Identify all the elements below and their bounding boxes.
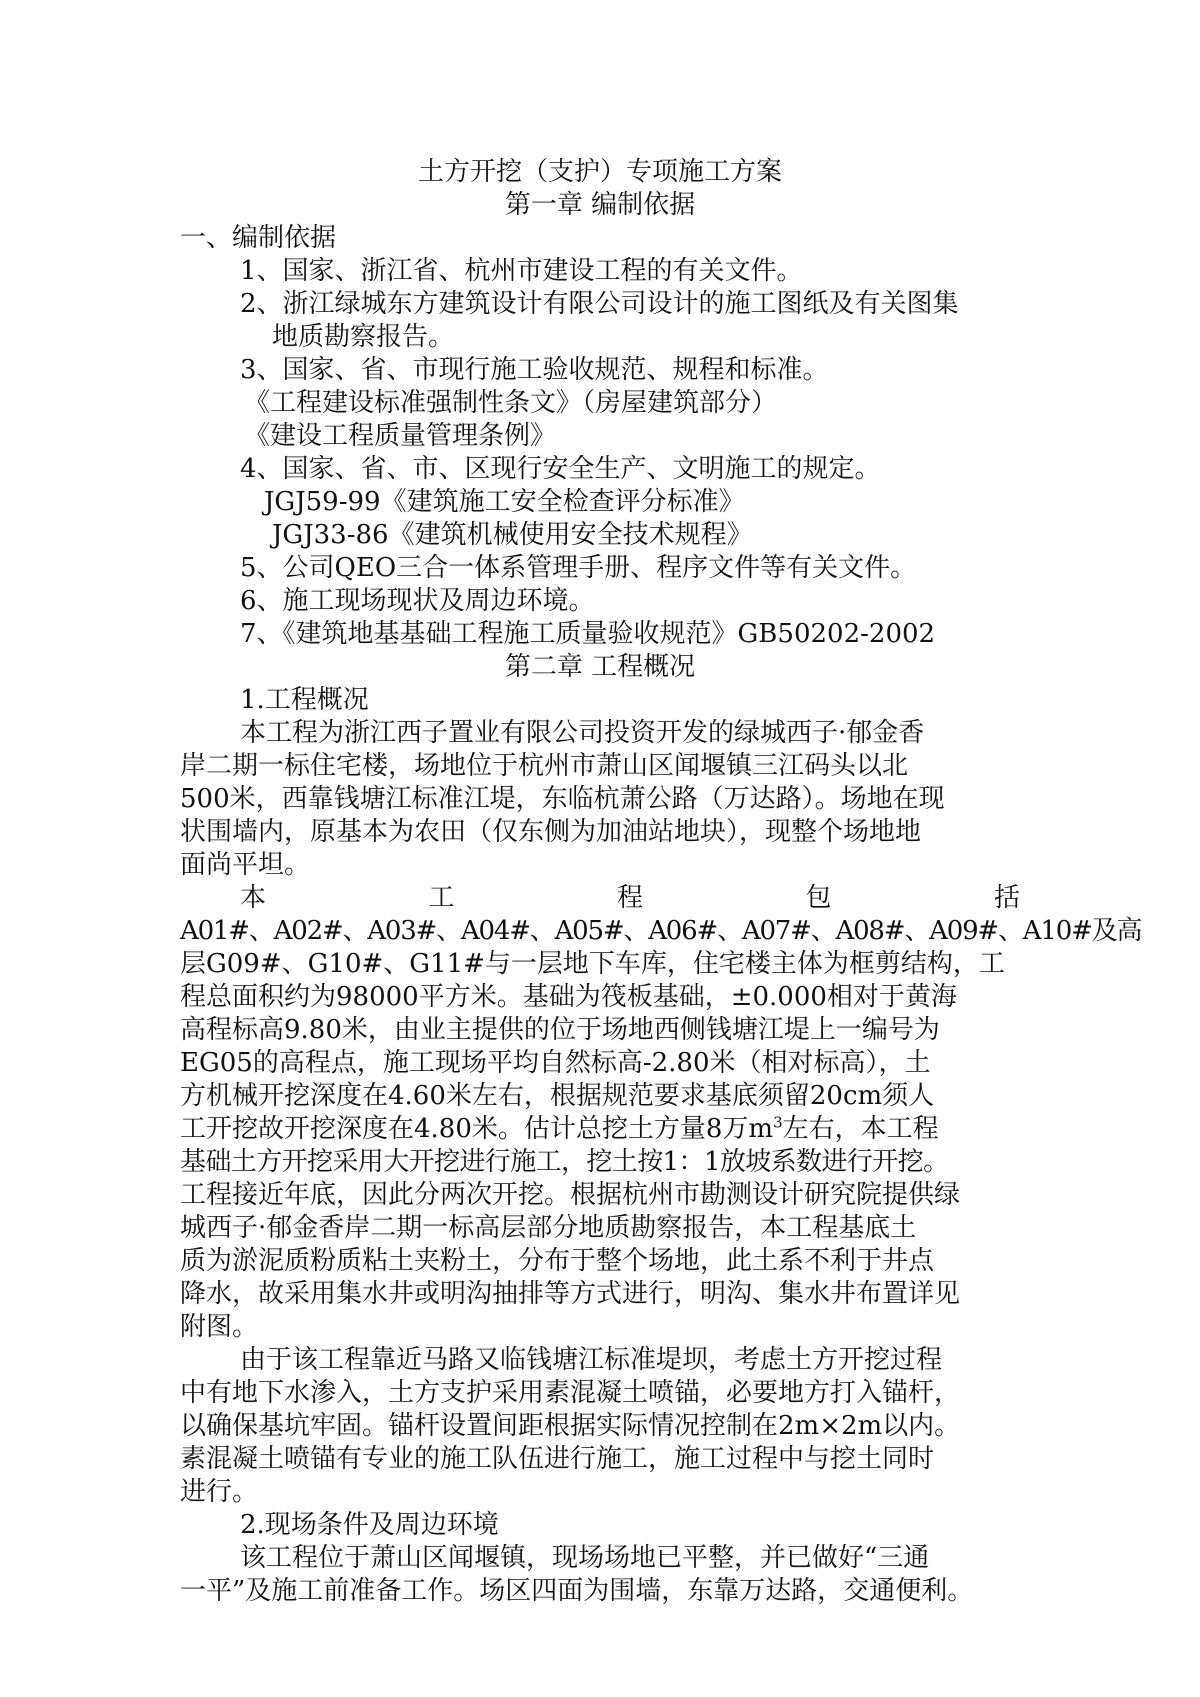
paragraph-line: 城西子·郁金香岸二期一标高层部分地质勘察报告，本工程基底土 xyxy=(180,1213,917,1243)
paragraph-line: 层G09#、G10#、G11#与一层地下车库，住宅楼主体为框剪结构，工 xyxy=(180,949,1005,979)
text-run: 左右，本工程 xyxy=(782,1114,939,1144)
basis-standard-3: JGJ59-99《建筑施工安全检查评分标准》 xyxy=(264,487,745,517)
basis-standard-2: 《建设工程质量管理条例》 xyxy=(244,421,557,451)
basis-item-7: 7、《建筑地基基础工程施工质量验收规范》GB50202-2002 xyxy=(240,619,936,649)
basis-item-5: 5、公司QEO三合一体系管理手册、程序文件等有关文件。 xyxy=(240,553,917,583)
basis-standard-1: 《工程建设标准强制性条文》（房屋建筑部分） xyxy=(244,388,778,418)
paragraph-line: 该工程位于萧山区闻堰镇，现场场地已平整，并已做好“三通 xyxy=(240,1543,930,1573)
paragraph-line: 500米，西靠钱塘江标准江堤，东临杭萧公路（万达路）。场地在现 xyxy=(180,784,945,814)
paragraph-line: 由于该工程靠近马路又临钱塘江标准堤坝，考虑土方开挖过程 xyxy=(240,1345,943,1375)
paragraph-line: 程总面积约为98000平方米。基础为筏板基础，±0.000相对于黄海 xyxy=(180,982,957,1012)
paragraph-line: 进行。 xyxy=(180,1477,259,1507)
paragraph-line: 中有地下水渗入，土方支护采用素混凝土喷锚，必要地方打入锚杆， xyxy=(180,1378,961,1408)
basis-item-2-continued: 地质勘察报告。 xyxy=(272,322,455,352)
paragraph-line: 降水，故采用集水井或明沟抽排等方式进行，明沟、集水井布置详见 xyxy=(180,1279,961,1309)
basis-item-4: 4、国家、省、市、区现行安全生产、文明施工的规定。 xyxy=(240,454,881,484)
paragraph-line: 岸二期一标住宅楼，场地位于杭州市萧山区闻堰镇三江码头以北 xyxy=(180,751,909,781)
paragraph-line: EG05的高程点，施工现场平均自然标高-2.80米（相对标高），土 xyxy=(180,1048,931,1078)
basis-item-2: 2、浙江绿城东方建筑设计有限公司设计的施工图纸及有关图集 xyxy=(240,289,959,319)
basis-item-6: 6、施工现场现状及周边环境。 xyxy=(240,586,595,616)
spread-char: 工 xyxy=(428,883,455,913)
paragraph-line: 高程标高9.80米，由业主提供的位于场地西侧钱塘江堤上一编号为 xyxy=(180,1015,940,1045)
basis-standard-4: JGJ33-86《建筑机械使用安全技术规程》 xyxy=(272,520,753,550)
paragraph-line: A01#、A02#、A03#、A04#、A05#、A06#、A07#、A08#、A09#、A10#及高 xyxy=(180,916,1142,946)
paragraph-line: 素混凝土喷锚有专业的施工队伍进行施工，施工过程中与挖土同时 xyxy=(180,1444,935,1474)
paragraph-line: 基础土方开挖采用大开挖进行施工，挖土按1：1放坡系数进行开挖。 xyxy=(180,1147,949,1177)
spread-line xyxy=(180,882,1020,915)
paragraph-line-with-superscript xyxy=(180,1113,1020,1146)
text-run: 工开挖故开挖深度在4.80米。估计总挖土方量8万m xyxy=(180,1114,774,1144)
basis-item-1: 1、国家、浙江省、杭州市建设工程的有关文件。 xyxy=(240,256,803,286)
paragraph-line: 面尚平坦。 xyxy=(180,850,311,880)
paragraph-line: 以确保基坑牢固。锚杆设置间距根据实际情况控制在2m×2m以内。 xyxy=(180,1411,961,1441)
paragraph-line: 附图。 xyxy=(180,1312,259,1342)
chapter-2-heading: 第二章 工程概况 xyxy=(504,652,696,682)
section-heading: 一、编制依据 xyxy=(180,223,337,253)
spread-char: 包 xyxy=(805,883,832,913)
subsection-2-heading: 2.现场条件及周边环境 xyxy=(240,1510,499,1540)
chapter-1-heading: 第一章 编制依据 xyxy=(504,190,696,220)
paragraph-line: 一平”及施工前准备工作。场区四面为围墙，东靠万达路，交通便利。 xyxy=(180,1576,974,1606)
document-body xyxy=(180,156,1142,1608)
spread-char: 括 xyxy=(993,883,1020,913)
subsection-1-heading: 1.工程概况 xyxy=(240,685,369,715)
paragraph-line: 方机械开挖深度在4.60米左右，根据规范要求基底须留20cm须人 xyxy=(180,1081,935,1111)
paragraph-line: 状围墙内，原基本为农田（仅东侧为加油站地块），现整个场地地 xyxy=(180,817,922,847)
paragraph-line: 质为淤泥质粉质粘土夹粉土，分布于整个场地，此土系不利于井点 xyxy=(180,1246,935,1276)
basis-item-3: 3、国家、省、市现行施工验收规范、规程和标准。 xyxy=(240,355,829,385)
spread-char: 本 xyxy=(240,883,267,913)
paragraph-line: 工程接近年底，因此分两次开挖。根据杭州市勘测设计研究院提供绿 xyxy=(180,1180,961,1210)
document-title: 土方开挖（支护）专项施工方案 xyxy=(417,157,782,187)
paragraph-line: 本工程为浙江西子置业有限公司投资开发的绿城西子·郁金香 xyxy=(240,718,925,748)
spread-char: 程 xyxy=(616,883,643,913)
superscript: 3 xyxy=(773,1113,783,1132)
